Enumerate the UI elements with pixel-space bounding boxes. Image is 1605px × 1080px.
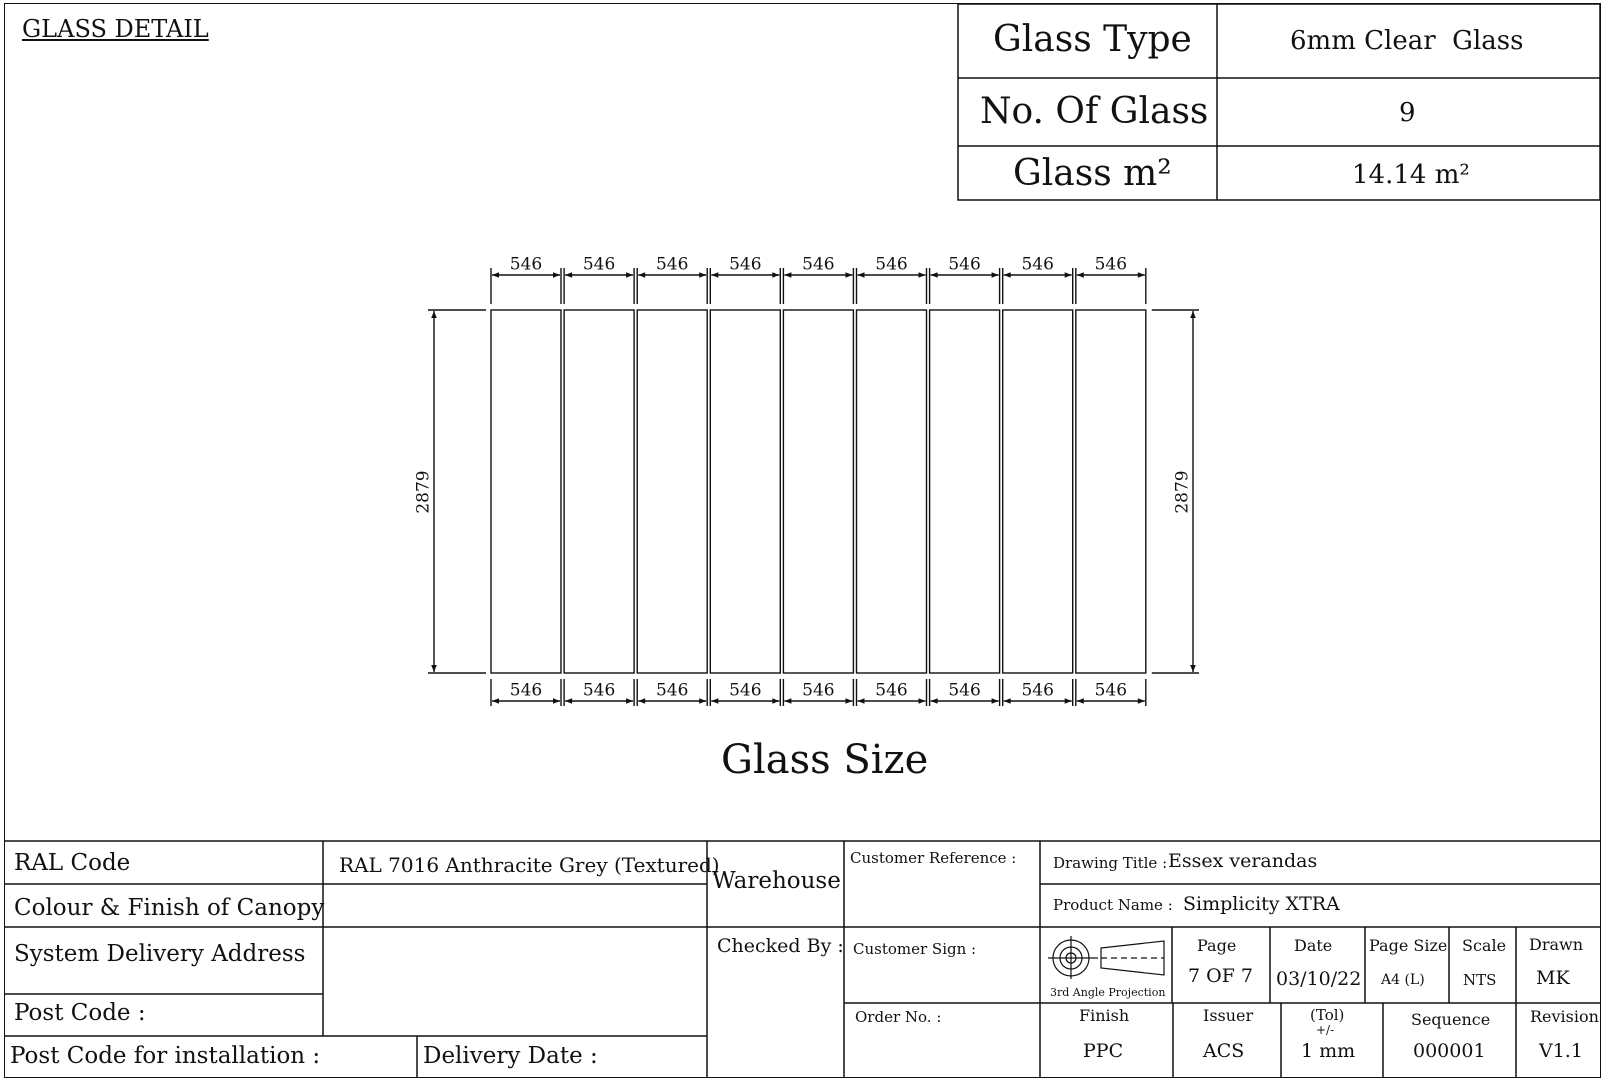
revision-value: V1.1 <box>1539 1040 1583 1062</box>
top-dimension-label: 546 <box>875 254 908 275</box>
top-dimension-label: 546 <box>948 254 981 275</box>
bottom-dimension-label: 546 <box>875 680 908 701</box>
sequence-label: Sequence <box>1411 1010 1491 1029</box>
page-label: Page <box>1197 936 1237 955</box>
customer-reference-label: Customer Reference : <box>850 849 1017 867</box>
issuer-label: Issuer <box>1203 1006 1254 1025</box>
drawn-label: Drawn <box>1529 935 1584 954</box>
product-name-label: Product Name : <box>1053 896 1173 914</box>
tol-sub: +/- <box>1316 1023 1335 1037</box>
finish-label: Finish <box>1079 1006 1130 1025</box>
finish-value: PPC <box>1083 1040 1124 1062</box>
projection-label: 3rd Angle Projection <box>1050 986 1166 999</box>
customer-sign-label: Customer Sign : <box>853 940 977 958</box>
top-dimension-label: 546 <box>729 254 762 275</box>
glass-type-label: Glass Type <box>993 19 1192 60</box>
top-dimension-label: 546 <box>802 254 835 275</box>
page-value: 7 OF 7 <box>1188 965 1254 987</box>
sequence-value: 000001 <box>1413 1040 1486 1062</box>
install-post-code-label: Post Code for installation : <box>10 1043 321 1069</box>
drawing-title-value: Essex verandas <box>1168 850 1318 872</box>
issuer-value: ACS <box>1203 1040 1245 1062</box>
bottom-dimension-label: 546 <box>1021 680 1054 701</box>
warehouse-label: Warehouse <box>712 868 841 894</box>
bottom-dimension-label: 546 <box>655 680 689 701</box>
bottom-dimension-label: 546 <box>1094 680 1128 701</box>
top-dimension-label: 546 <box>1021 254 1054 275</box>
order-no-label: Order No. : <box>855 1008 942 1026</box>
scale-label: Scale <box>1462 936 1507 955</box>
tol-value: 1 mm <box>1301 1040 1356 1062</box>
page-size-value: A4 (L) <box>1381 972 1425 988</box>
tol-label: (Tol) <box>1310 1006 1345 1024</box>
right-height-label: 2879 <box>1172 470 1193 514</box>
delivery-date-label: Delivery Date : <box>423 1043 598 1069</box>
colour-finish-label: Colour & Finish of Canopy <box>14 895 325 921</box>
checked-by-label: Checked By : <box>717 935 844 957</box>
scale-value: NTS <box>1463 971 1497 989</box>
top-dimension-label: 546 <box>1094 254 1128 275</box>
top-dimension-label: 546 <box>655 254 689 275</box>
bottom-dimension-label: 546 <box>729 680 762 701</box>
glass-area-label: Glass m² <box>1013 153 1172 194</box>
glass-type-value: 6mm Clear Glass <box>1290 26 1524 56</box>
bottom-dimension-label: 546 <box>582 680 616 701</box>
product-name-value: Simplicity XTRA <box>1183 893 1340 915</box>
top-dimension-label: 546 <box>509 254 543 275</box>
page-size-label: Page Size <box>1369 936 1448 955</box>
glass-count-label: No. Of Glass <box>980 91 1209 132</box>
ral-code-value: RAL 7016 Anthracite Grey (Textured) <box>339 853 720 877</box>
page-title: GLASS DETAIL <box>22 15 209 43</box>
glass-area-value: 14.14 m² <box>1352 160 1470 190</box>
post-code-label: Post Code : <box>14 1000 146 1026</box>
top-dimension-label: 546 <box>582 254 616 275</box>
left-height-label: 2879 <box>413 470 434 514</box>
third-angle-projection-icon <box>1048 934 1170 980</box>
delivery-address-label: System Delivery Address <box>14 941 306 967</box>
bottom-dimension-label: 546 <box>509 680 543 701</box>
drawing-title-label: Drawing Title : <box>1053 854 1168 872</box>
date-value: 03/10/22 <box>1276 968 1362 990</box>
bottom-dimension-label: 546 <box>948 680 981 701</box>
drawn-value: MK <box>1536 967 1570 989</box>
ral-code-label: RAL Code <box>14 850 131 876</box>
glass-count-value: 9 <box>1399 98 1416 128</box>
drawing-caption: Glass Size <box>721 737 929 783</box>
date-label: Date <box>1294 936 1333 955</box>
revision-label: Revision <box>1530 1007 1599 1026</box>
bottom-dimension-label: 546 <box>802 680 835 701</box>
